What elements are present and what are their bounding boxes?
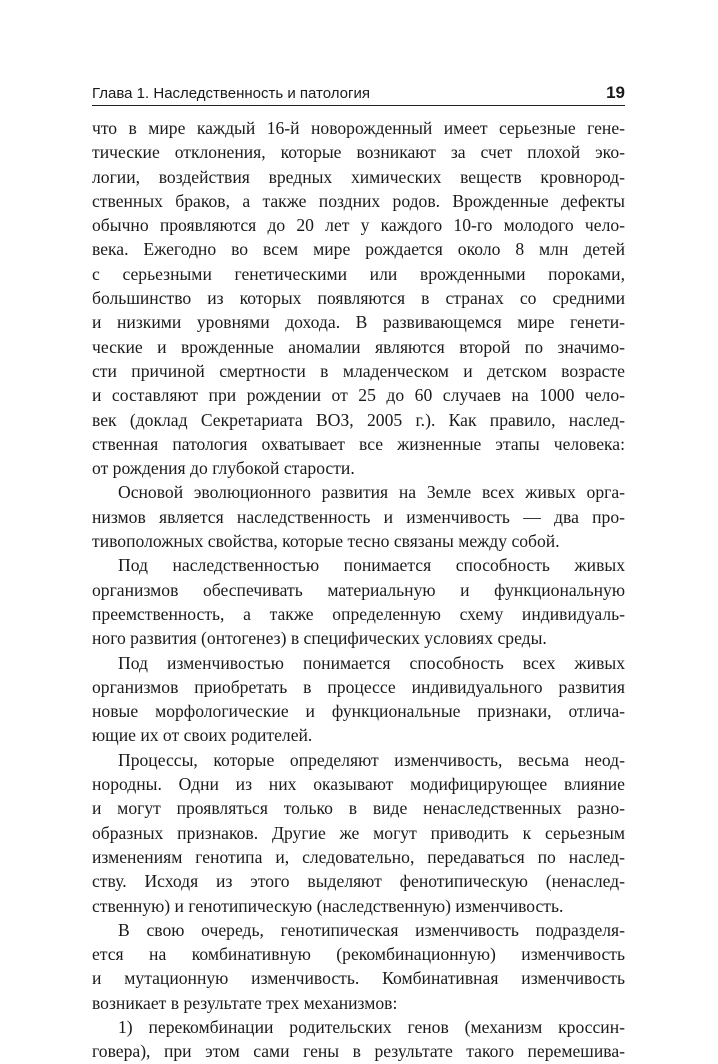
running-header: [92, 83, 625, 106]
text-line: преемственность, а также определенную схему индивидуаль-: [92, 603, 625, 624]
paragraph: [92, 553, 625, 650]
text-line: ственных браков, а также поздних родов. Врожденные дефекты: [92, 190, 625, 211]
text-line: Под изменчивостью понимается способность всех живых: [118, 652, 625, 673]
text-line: век (доклад Секретариата ВОЗ, 2005 г.). Как правило, наслед-: [92, 409, 625, 430]
chapter-title: Глава 1. Наследственность и патология: [92, 85, 370, 102]
text-line: логии, воздействия вредных химических веществ кровнород-: [92, 166, 625, 187]
text-line: Основой эволюционного развития на Земле всех живых орга-: [118, 482, 625, 503]
text-line: ческие и врожденные аномалии являются второй по значимо-: [92, 336, 625, 357]
text-line: большинство из которых появляются в странах со средними: [92, 288, 625, 309]
body-text: [92, 116, 625, 1064]
text-line: ющие их от своих родителей.: [92, 725, 313, 746]
page-number: 19: [606, 83, 625, 102]
text-line: организмов приобретать в процессе индивидуального развития: [92, 676, 625, 697]
text-line: ственную) и генотипическую (наследственную) изменчивость.: [92, 895, 564, 916]
text-line: новые морфологические и функциональные признаки, отлича-: [92, 701, 625, 722]
text-line: и составляют при рождении от 25 до 60 случаев на 1000 чело-: [92, 385, 625, 406]
text-line: организмов обеспечивать материальную и функциональную: [92, 579, 625, 600]
text-line: и могут проявляться только в виде ненаследственных разно-: [92, 798, 625, 819]
text-line: с серьезными генетическими или врожденными пороками,: [92, 263, 625, 284]
paragraph: [92, 1015, 625, 1064]
text-line: что в мире каждый 16-й новорожденный имеет серьезные гене-: [92, 118, 625, 138]
text-line: образных признаков. Другие же могут приводить к серьезным: [92, 822, 625, 843]
text-line: сти причиной смертности в младенческом и детском возрасте: [92, 360, 625, 381]
text-line: ется на комбинативную (рекомбинационную) изменчивость: [92, 944, 625, 965]
text-line: нородны. Одни из них оказывают модифицирующее влияние: [92, 774, 625, 795]
text-line: 1) перекомбинации родительских генов (механизм кроссин-: [118, 1016, 625, 1037]
text-line: низмов является наследственность и изменчивость — два про-: [92, 506, 625, 527]
text-line: говера), при этом сами гены в результате такого перемешива-: [92, 1041, 625, 1062]
text-line: ству. Исходя из этого выделяют фенотипическую (ненаслед-: [92, 871, 625, 892]
paragraph: [92, 116, 625, 480]
paragraph: [92, 918, 625, 1015]
text-line: ного развития (онтогенез) в специфических условиях среды.: [92, 628, 547, 649]
paragraph: [92, 651, 625, 748]
text-line: от рождения до глубокой старости.: [92, 458, 355, 479]
text-line: и мутационную изменчивость. Комбинативная изменчивость: [92, 968, 625, 989]
paragraph: [92, 748, 625, 918]
text-line: обычно проявляются до 20 лет у каждого 10-го молодого чело-: [92, 215, 625, 236]
text-line: возникает в результате трех механизмов:: [92, 992, 398, 1013]
text-line: изменениям генотипа и, следовательно, передаваться по наслед-: [92, 846, 625, 867]
text-line: тивоположных свойства, которые тесно связаны между собой.: [92, 531, 560, 552]
text-line: и низкими уровнями дохода. В развивающемся мире генети-: [92, 312, 625, 333]
text-line: тические отклонения, которые возникают за счет плохой эко-: [92, 142, 625, 163]
text-line: ственная патология охватывает все жизненные этапы человека:: [92, 433, 625, 454]
text-line: века. Ежегодно во всем мире рождается около 8 млн детей: [92, 239, 625, 260]
text-line: Процессы, которые определяют изменчивость, весьма неод-: [118, 749, 625, 770]
text-line: Под наследственностью понимается способность живых: [118, 555, 625, 576]
text-line: В свою очередь, генотипическая изменчивость подразделя-: [118, 919, 625, 940]
paragraph: [92, 480, 625, 553]
